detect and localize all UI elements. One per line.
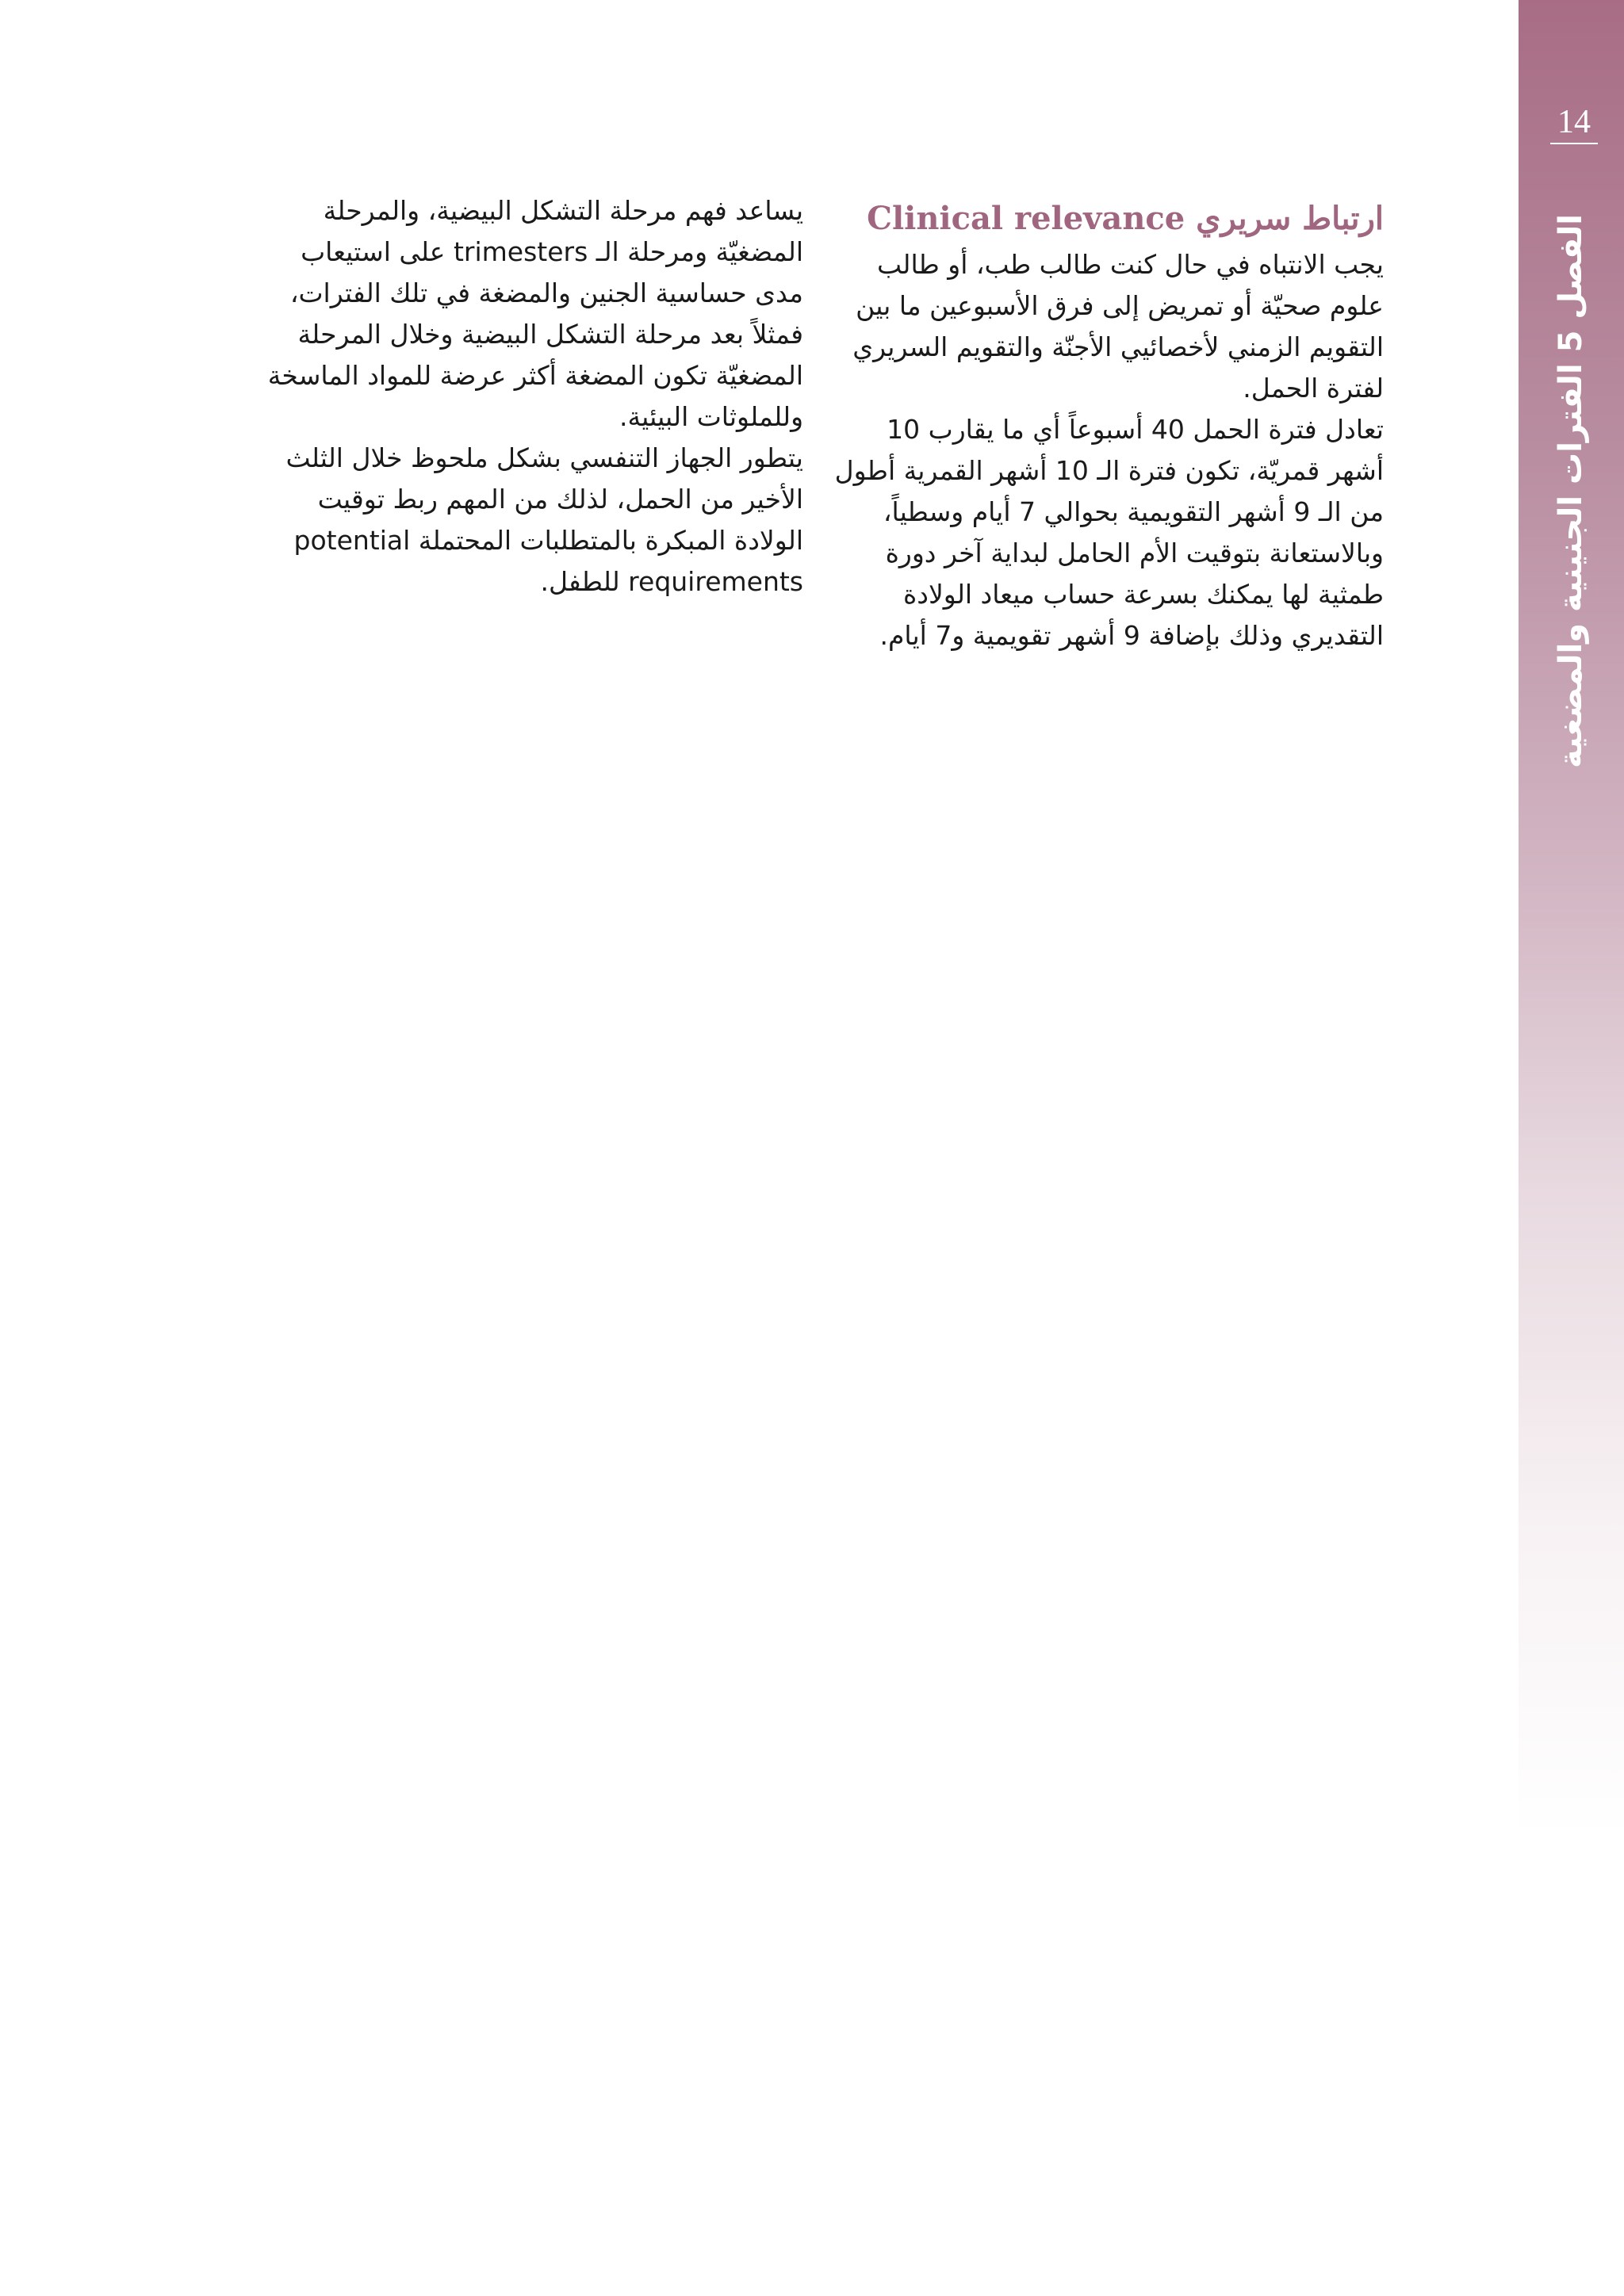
right-column: [833, 197, 1384, 656]
chapter-title: الفصل 5 الفترات الجنينية والمضغية: [1553, 214, 1589, 768]
page-number: 14: [1550, 101, 1598, 144]
section-heading: ارتباط سريري Clinical relevance: [867, 200, 1384, 237]
paragraph: يتطور الجهاز التنفسي بشكل ملحوظ خلال الثلث الأخير من الحمل، لذلك من المهم ربط توقيت الولادة المبكرة بالمتطلبات المحتملة potential requirements للطفل.: [285, 442, 803, 597]
paragraph: يساعد فهم مرحلة التشكل البيضية، والمرحلة المضغيّة ومرحلة الـ trimesters على استيعاب مدى حساسية الجنين والمضغة في تلك الفترات، فمثلاً بعد مرحلة التشكل البيضية وخلال المرحلة المضغيّة تكون المضغة أكثر عرضة للمواد الماسخة وللملوثات البيئية.: [267, 195, 803, 432]
left-column: [244, 190, 803, 603]
paragraph: تعادل فترة الحمل 40 أسبوعاً أي ما يقارب 10 أشهر قمريّة، تكون فترة الـ 10 أشهر القمرية أطول من الـ 9 أشهر التقويمية بحوالي 7 أيام وسطياً، وبالاستعانة بتوقيت الأم الحامل لبداية آخر دورة طمثية لها يمكنك بسرعة حساب ميعاد الولادة التقديري وذلك بإضافة 9 أشهر تقويمية و7 أيام.: [834, 414, 1384, 651]
paragraph: يجب الانتباه في حال كنت طالب طب، أو طالب علوم صحيّة أو تمريض إلى فرق الأسبوعين ما بين التقويم الزمني لأخصائيي الأجنّة والتقويم السريري لفترة الحمل.: [852, 249, 1384, 404]
